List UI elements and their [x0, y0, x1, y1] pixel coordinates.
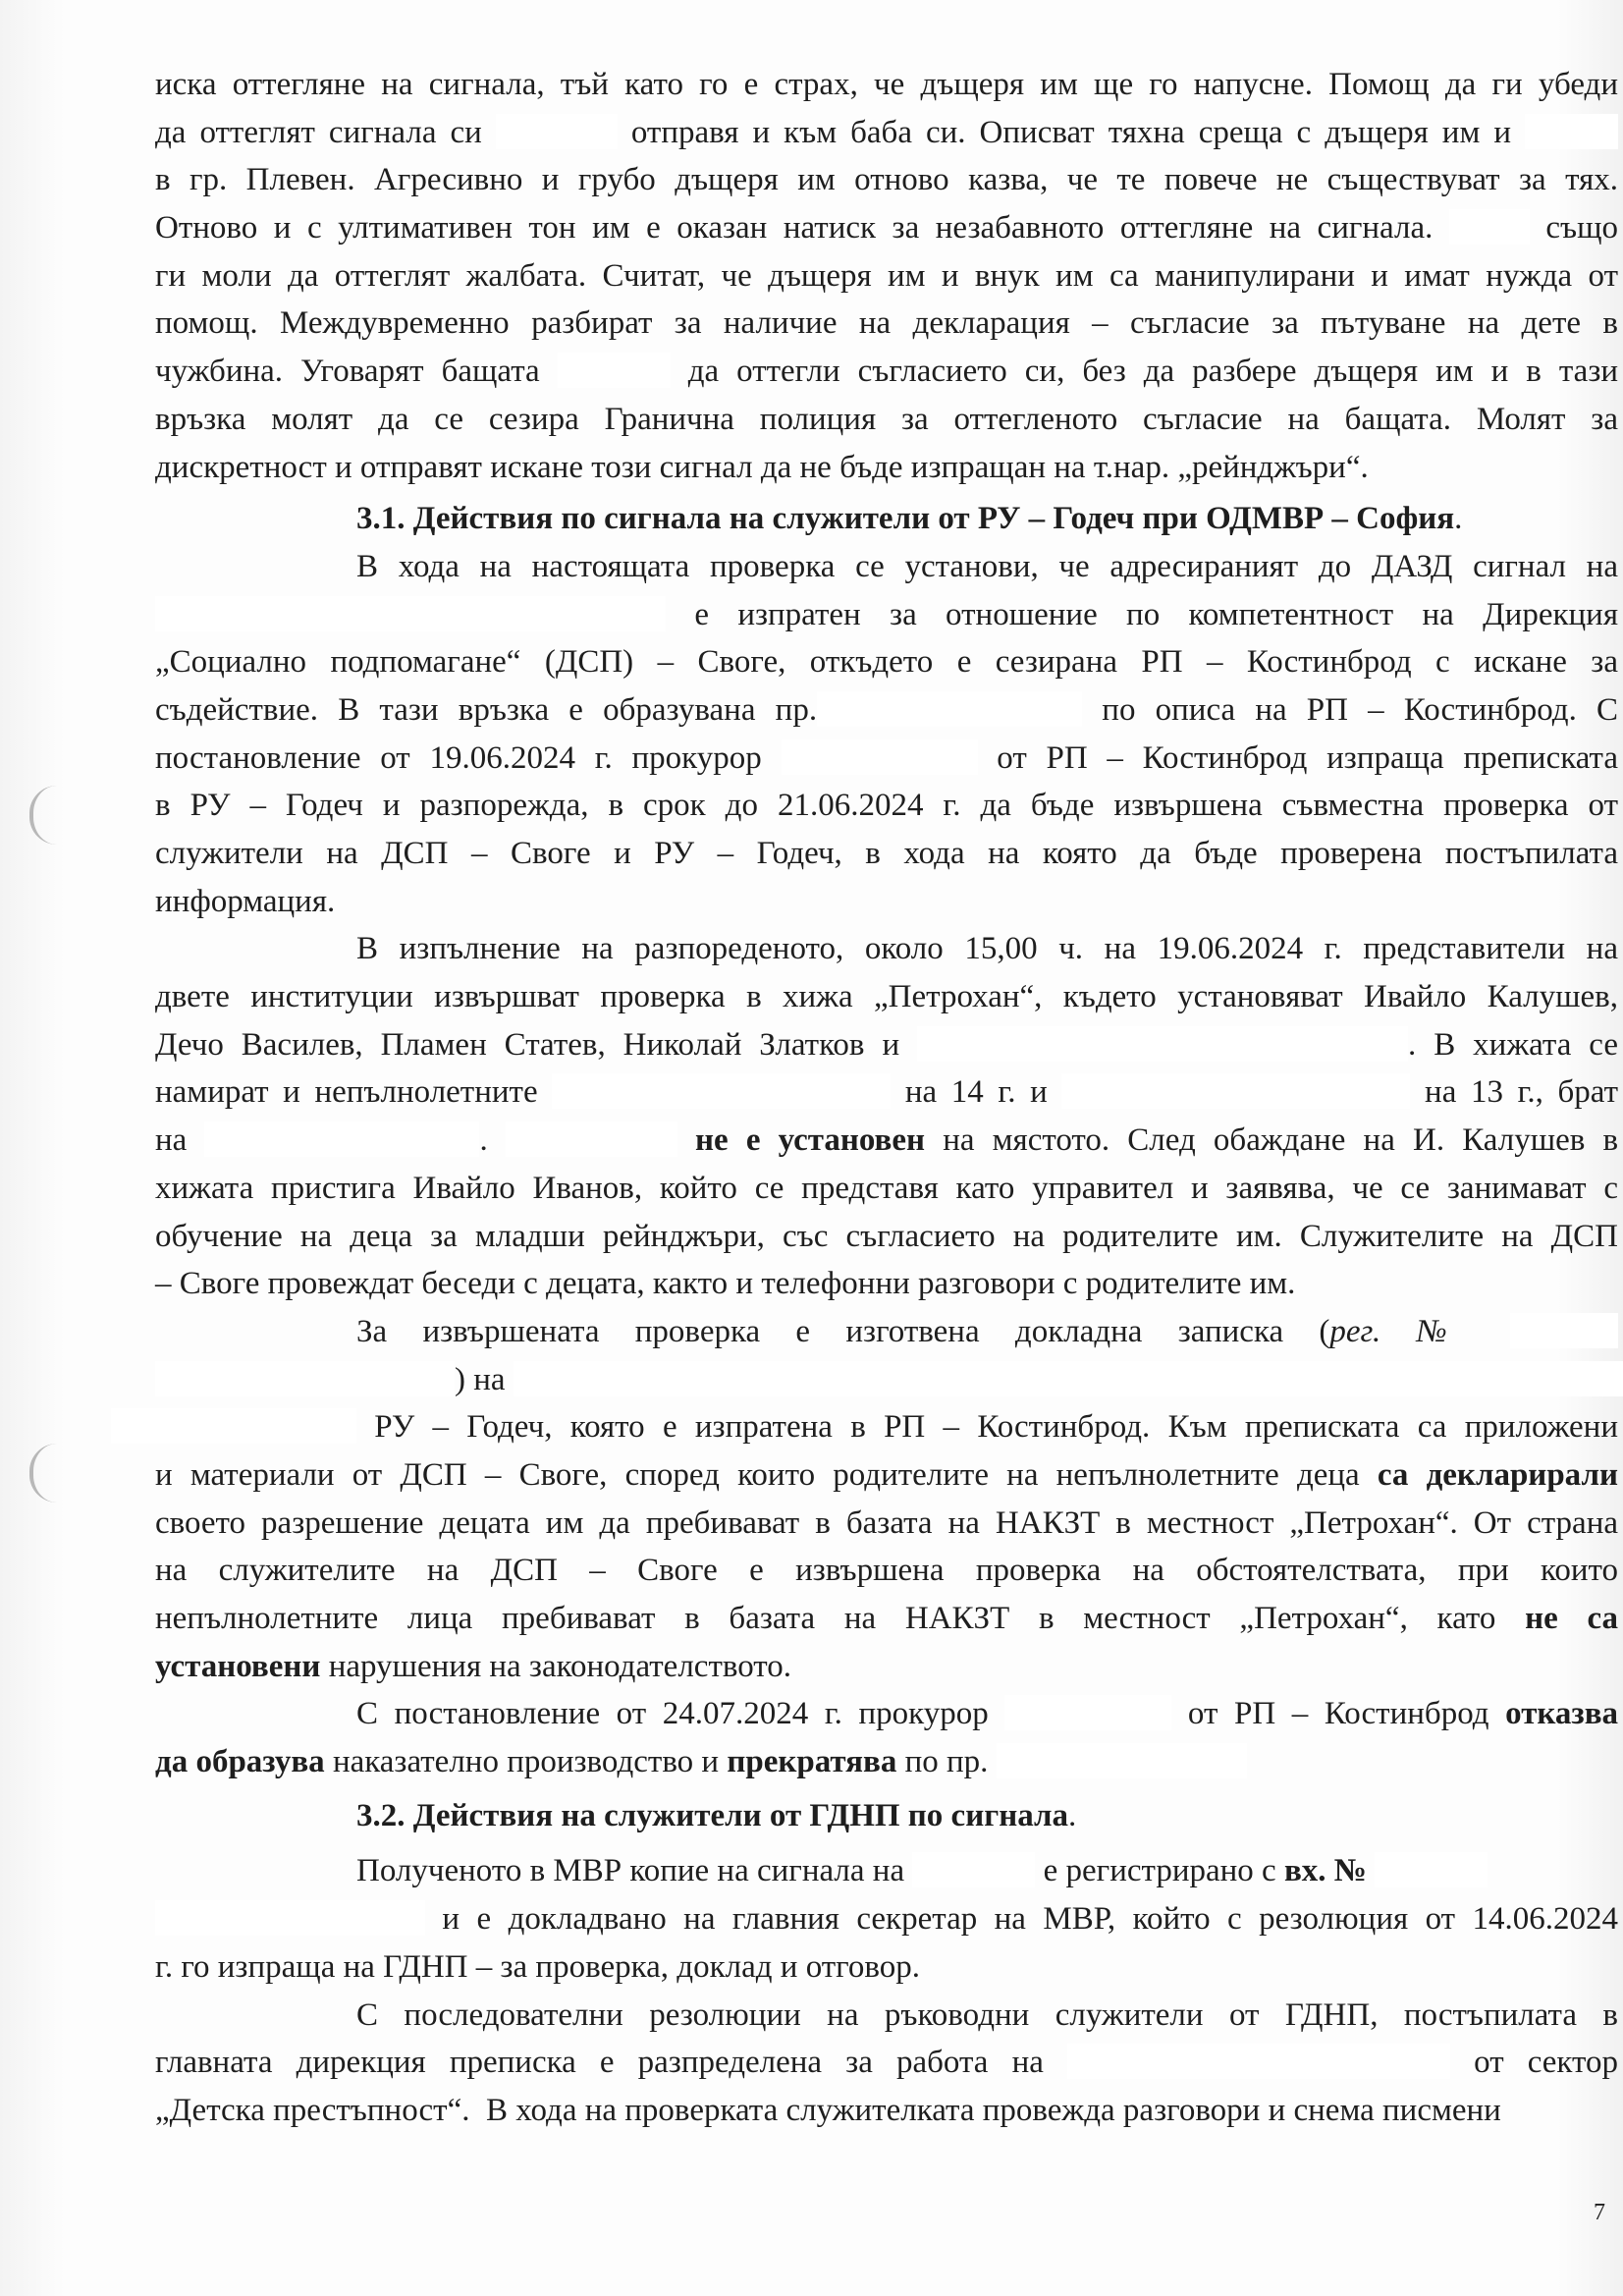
- text-line: „Социално подпомагане“ (ДСП) – Своге, откъдето е сезирана РП – Костинброд с искане за: [155, 644, 1618, 681]
- text-line: обучение на деца за младши рейнджъри, със съгласието на родителите им. Служителите на ДСП: [155, 1218, 1618, 1254]
- text-line: Отново и с ултимативен тон им е оказан натиск за незабавното оттегляне на сигнала. също: [155, 210, 1619, 246]
- text-line: С постановление от 24.07.2024 г. прокурор от РП – Костинброд отказва: [356, 1696, 1619, 1732]
- redaction: [514, 1361, 1623, 1396]
- text-line: да оттеглят сигнала си отправя и към баба си. Описват тяхна среща с дъщеря им и: [155, 109, 1618, 157]
- text-line: и е докладвано на главния секретар на МВР, който с резолюция от 14.06.2024: [155, 1895, 1618, 1943]
- text-line: на . не е установен на мястото. След обаждане на И. Калушев в: [155, 1122, 1619, 1159]
- text-line: ) на: [155, 1356, 1618, 1404]
- text-line: – Своге провеждат беседи с децата, както и телефонни разговори с родителите им.: [155, 1266, 1296, 1302]
- section-heading-3-1: 3.1. Действия по сигнала на служители от РУ – Годеч при ОДМВР – София.: [356, 501, 1463, 537]
- redaction: [558, 353, 671, 388]
- redaction: [1067, 2044, 1450, 2079]
- redaction: [917, 1026, 1408, 1062]
- text-line: Дечо Василев, Пламен Статев, Николай Златков и . В хижата се: [155, 1026, 1619, 1063]
- text-line: г. го изпраща на ГДНП – за проверка, доклад и отговор.: [155, 1948, 920, 1985]
- redaction: [1449, 209, 1530, 245]
- text-line: да образува наказателно производство и прекратява по пр.: [155, 1738, 1618, 1786]
- text-line: е изпратен за отношение по компетентност на Дирекция: [155, 591, 1618, 639]
- redaction: [111, 1408, 356, 1444]
- document-body: [155, 61, 1618, 2135]
- redaction: [1510, 1313, 1618, 1348]
- redaction: [1004, 1695, 1171, 1730]
- text-line: намират и непълнолетните на 14 г. и на 13 г., брат: [155, 1074, 1619, 1111]
- text-line: и материали от ДСП – Своге, според които родителите на непълнолетните деца са декларирали: [155, 1456, 1618, 1493]
- punch-hole-mark: [29, 786, 57, 845]
- text-line: двете институции извършват проверка в хижа „Петрохан“, където установяват Ивайло Калушев,: [155, 979, 1618, 1015]
- text-line: иска оттегляне на сигнала, тъй като го е страх, че дъщеря им ще го напусне. Помощ да ги убеди: [155, 67, 1618, 102]
- text-line: помощ. Междувременно разбират за наличие на декларация – съгласие за пътуване на дете в: [155, 305, 1618, 342]
- redaction: [506, 1121, 677, 1157]
- punch-hole-mark: [29, 1444, 57, 1503]
- text-line: установени нарушения на законодателството.: [155, 1648, 792, 1684]
- text-line: на служителите на ДСП – Своге е извършена проверка на обстоятелствата, при които: [155, 1553, 1618, 1589]
- text-line: постановление от 19.06.2024 г. прокурор от РП – Костинброд изпраща преписката: [155, 739, 1619, 776]
- text-line: в гр. Плевен. Агресивно и грубо дъщеря им отново казва, че те повече не съществуват за тях.: [155, 162, 1618, 198]
- redaction: [1061, 1073, 1410, 1109]
- text-line: Полученото в МВР копие на сигнала на е регистрирано с вх. №: [155, 1847, 1618, 1895]
- redaction: [997, 1743, 1247, 1778]
- redaction: [912, 1852, 1035, 1887]
- text-line: В хода на настоящата проверка се установи, че адресираният до ДАЗД сигнал на: [356, 548, 1618, 584]
- redaction: [1375, 1852, 1488, 1887]
- text-line: В изпълнение на разпореденото, около 15,00 ч. на 19.06.2024 г. представители на: [356, 931, 1618, 967]
- text-line: С последователни резолюции на ръководни служители от ГДНП, постъпилата в: [356, 1996, 1618, 2033]
- text-line: „Детска престъпност“. В хода на проверката служителката провежда разговори и снема писмени: [155, 2092, 1501, 2128]
- redaction: [496, 114, 618, 149]
- text-line: РУ – Годеч, която е изпратена в РП – Костинброд. Към преписката са приложени: [111, 1403, 1618, 1451]
- text-line: дискретност и отправят искане този сигнал да не бъде изпращан на т.нар. „рейнджъри“.: [155, 449, 1369, 485]
- text-line: съдействие. В тази връзка е образувана пр. по описа на РП – Костинброд. С: [155, 691, 1619, 728]
- text-line: ги моли да оттеглят жалбата. Считат, че дъщеря им и внук им са манипулирани и имат нужда от: [155, 257, 1618, 294]
- text-line: връзка молят да се сезира Гранична полиция за оттегленото съгласие на бащата. Молят за: [155, 401, 1618, 437]
- redaction: [155, 1361, 455, 1396]
- text-line: в РУ – Годеч и разпорежда, в срок до 21.06.2024 г. да бъде извършена съвместна проверка от: [155, 788, 1618, 824]
- section-heading-3-2: 3.2. Действия на служители от ГДНП по сигнала.: [356, 1797, 1077, 1833]
- text-line: главната дирекция преписка е разпределена за работа на от сектор: [155, 2045, 1619, 2081]
- text-line: непълнолетните лица пребивават в базата на НАКЗТ в местност „Петрохан“, като не са: [155, 1601, 1618, 1636]
- redaction: [817, 691, 1082, 727]
- redaction: [204, 1121, 479, 1157]
- text-line: чужбина. Уговарят бащата да оттегли съгласието си, без да разбере дъщеря им и в тази: [155, 354, 1619, 390]
- redaction: [552, 1073, 891, 1109]
- redaction: [155, 596, 666, 631]
- redaction: [155, 1900, 425, 1936]
- text-line: своето разрешение децата им да пребивават в базата на НАКЗТ в местност „Петрохан“. От страна: [155, 1504, 1618, 1541]
- text-line: информация.: [155, 883, 336, 919]
- page-number: 7: [1594, 2200, 1605, 2225]
- text-line: За извършената проверка е изготвена докладна записка (рег. №: [155, 1308, 1618, 1356]
- text-line: служители на ДСП – Своге и РУ – Годеч, в хода на която да бъде проверена постъпилата: [155, 836, 1618, 871]
- text-line: хижата пристига Ивайло Иванов, който се представя като управител и заявява, че се занимават с: [155, 1170, 1618, 1206]
- redaction: [1525, 114, 1618, 149]
- redaction: [782, 739, 978, 775]
